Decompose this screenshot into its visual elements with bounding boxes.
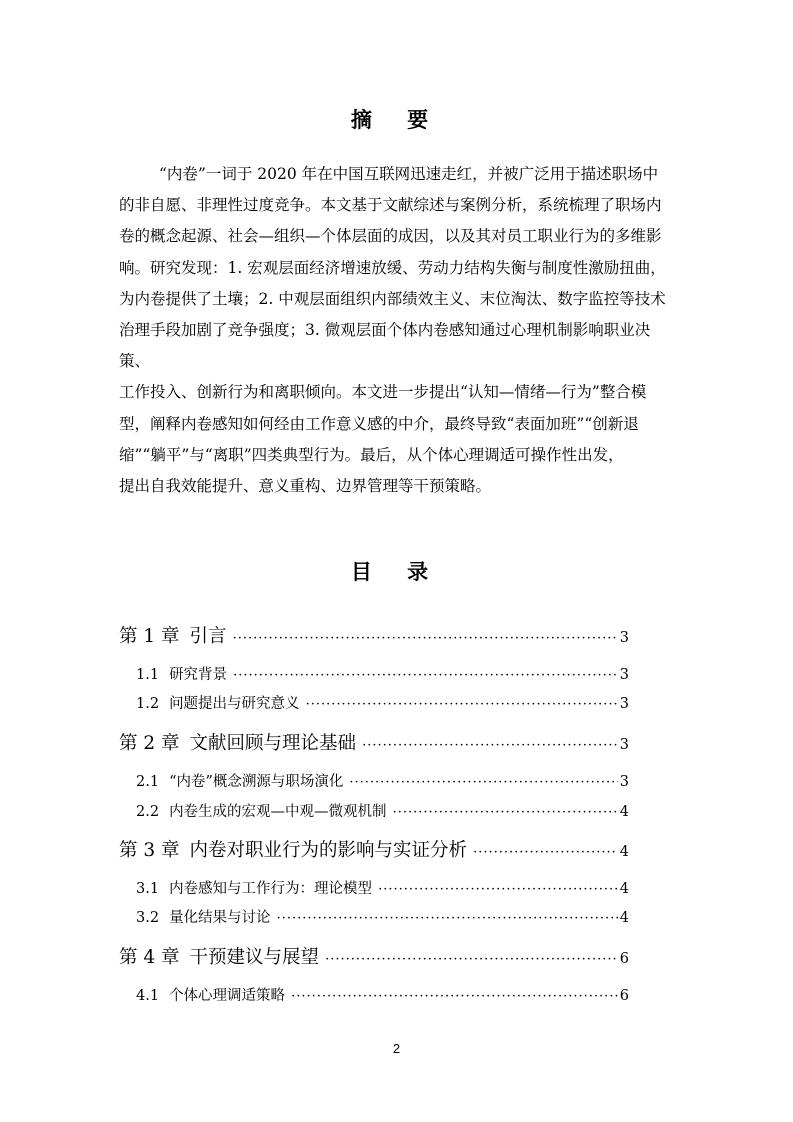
toc-leader: [362, 738, 618, 753]
toc-number: 1.2: [136, 696, 160, 712]
toc-entry-chapter-4[interactable]: [119, 943, 629, 969]
abstract-line: “内卷”一词于 2020 年在中国互联网迅速走红，并被广泛用于描述职场中: [159, 165, 659, 183]
toc-leader: [306, 697, 618, 712]
toc-title: 量化结果与讨论: [169, 910, 271, 926]
toc-leader: [325, 952, 618, 967]
toc-title: 研究背景: [169, 667, 228, 683]
toc-number: 第 4 章: [119, 947, 180, 968]
toc-leader: [233, 668, 618, 683]
toc-title: 内卷感知与工作行为：理论模型: [169, 881, 373, 897]
toc-entry-2-2[interactable]: [136, 800, 629, 821]
toc-entry-3-2[interactable]: [136, 906, 629, 927]
toc-number: 2.2: [136, 804, 160, 820]
toc-entry-2-1[interactable]: [136, 770, 629, 791]
toc-number: 2.1: [136, 774, 160, 790]
toc-title: 问题提出与研究意义: [169, 696, 300, 712]
toc-leader: [393, 805, 618, 820]
toc-entry-chapter-3[interactable]: [119, 836, 629, 862]
toc-title: 个体心理调适策略: [169, 988, 286, 1004]
toc-entry-4-1[interactable]: [136, 984, 629, 1005]
page-number: 2: [392, 1041, 401, 1056]
toc-title: 内卷生成的宏观—中观—微观机制: [169, 804, 387, 820]
abstract-line: 响。研究发现：1. 宏观层面经济增速放缓、劳动力结构失衡与制度性激励扭曲，: [119, 258, 666, 277]
abstract-line: 治理手段加剧了竞争强度；3. 微观层面个体内卷感知通过心理机制影响职业决策、: [119, 321, 651, 371]
toc-title: 目 录: [350, 559, 443, 584]
toc-leader: [473, 845, 618, 860]
toc-page: 6: [619, 988, 629, 1004]
toc-entry-1-2[interactable]: [136, 692, 629, 713]
toc-entry-1-1[interactable]: [136, 663, 629, 684]
toc-title: 干预建议与展望: [189, 947, 320, 968]
abstract-line: 型，阐释内卷感知如何经由工作意义感的中介，最终导致“表面加班”“创新退: [119, 414, 639, 433]
toc-page: 3: [619, 774, 629, 790]
abstract-title: 摘 要: [350, 107, 443, 132]
toc-leader: [277, 911, 618, 926]
toc-number: 3.2: [136, 910, 160, 926]
toc-page: 4: [619, 881, 629, 897]
toc-leader: [233, 631, 618, 646]
toc-leader: [291, 989, 618, 1004]
abstract-line: 工作投入、创新行为和离职倾向。本文进一步提出“认知—情绪—行为”整合模: [119, 383, 647, 402]
toc-number: 1.1: [136, 667, 160, 683]
toc-leader: [378, 882, 618, 897]
abstract-line: 卷的概念起源、社会—组织—个体层面的成因，以及其对员工职业行为的多维影: [119, 227, 662, 246]
toc-page: 3: [619, 737, 629, 753]
abstract-line: 缩”“躺平”与“离职”四类典型行为。最后，从个体心理调适可操作性出发，: [119, 445, 624, 464]
toc-page: 3: [619, 630, 629, 646]
toc-entry-chapter-1[interactable]: [119, 622, 629, 648]
toc-number: 3.1: [136, 881, 160, 897]
toc-number: 第 3 章: [119, 840, 180, 861]
abstract-line: 的非自愿、非理性过度竞争。本文基于文献综述与案例分析，系统梳理了职场内: [119, 196, 662, 215]
toc-number: 4.1: [136, 988, 160, 1004]
toc-entry-3-1[interactable]: [136, 877, 629, 898]
toc-number: 第 2 章: [119, 733, 180, 754]
toc-page: 4: [619, 804, 629, 820]
abstract-line: 为内卷提供了土壤；2. 中观层面组织内部绩效主义、末位淘汰、数字监控等技术: [119, 289, 666, 308]
toc-page: 4: [619, 844, 629, 860]
abstract-body: [119, 159, 675, 502]
toc-page: 6: [619, 951, 629, 967]
toc-title: “内卷”概念溯源与职场演化: [169, 774, 344, 790]
toc-number: 第 1 章: [119, 626, 180, 647]
toc-page: 4: [619, 910, 629, 926]
toc-title: 文献回顾与理论基础: [189, 733, 357, 754]
toc-title: 引言: [189, 626, 227, 647]
toc-page: 3: [619, 696, 629, 712]
toc-page: 3: [619, 667, 629, 683]
toc-title: 内卷对职业行为的影响与实证分析: [189, 840, 468, 861]
toc-leader: [349, 775, 617, 790]
toc-entry-chapter-2[interactable]: [119, 729, 629, 755]
abstract-line: 提出自我效能提升、意义重构、边界管理等干预策略。: [119, 477, 492, 496]
